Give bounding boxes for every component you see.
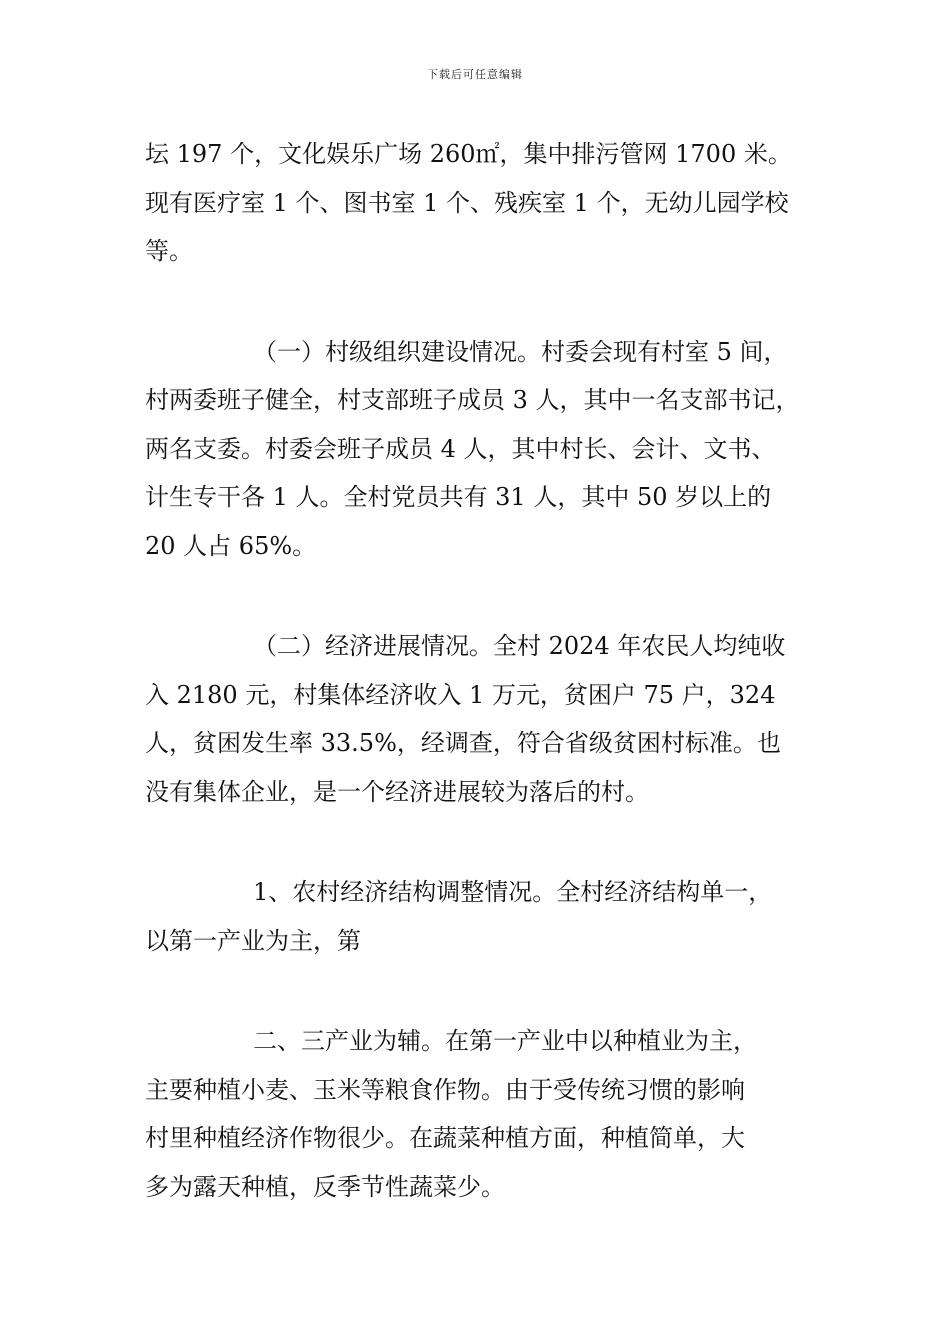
paragraph-structure: [145, 868, 815, 965]
paragraph-facilities: [145, 130, 815, 276]
text-line: 村里种植经济作物很少。在蔬菜种植方面，种植简单，大: [145, 1124, 745, 1152]
text-line: 两名支委。村委会班子成员 4 人，其中村长、会计、文书、: [145, 434, 776, 463]
text-line: 1、农村经济结构调整情况。全村经济结构单一，: [253, 878, 773, 906]
text-line: 20 人占 65%。: [145, 531, 317, 560]
text-line: 没有集体企业，是一个经济进展较为落后的村。: [145, 777, 649, 806]
text-line: 入 2180 元，村集体经济收入 1 万元，贫困户 75 户，324: [145, 680, 776, 709]
text-line: 主要种植小麦、玉米等粮食作物。由于受传统习惯的影响: [145, 1075, 745, 1104]
text-line: 二、三产业为辅。在第一产业中以种植业为主，: [253, 1027, 757, 1055]
text-line: （一）村级组织建设情况。村委会现有村室 5 间，: [253, 337, 788, 366]
text-line: （二）经济进展情况。全村 2024 年农民人均纯收: [253, 632, 786, 660]
document-body: [145, 130, 815, 1211]
text-line: 多为露天种植，反季节性蔬菜少。: [145, 1172, 505, 1201]
paragraph-economy: [145, 622, 815, 816]
text-line: 村两委班子健全，村支部班子成员 3 人，其中一名支部书记，: [145, 386, 800, 414]
text-line: 现有医疗室 1 个、图书室 1 个、残疾室 1 个，无幼儿园学校: [145, 188, 789, 217]
text-line: 等。: [145, 237, 193, 265]
paragraph-industry: [145, 1017, 815, 1211]
text-line: 人，贫困发生率 33.5%，经调查，符合省级贫困村标准。也: [145, 729, 781, 757]
paragraph-organization: [145, 328, 815, 571]
text-line: 以第一产业为主，第: [145, 926, 361, 955]
text-line: 坛 197 个，文化娱乐广场 260㎡，集中排污管网 1700 米。: [145, 140, 792, 168]
text-line: 计生专干各 1 人。全村党员共有 31 人，其中 50 岁以上的: [145, 483, 772, 511]
page-header: 下载后可任意编辑: [427, 68, 523, 81]
